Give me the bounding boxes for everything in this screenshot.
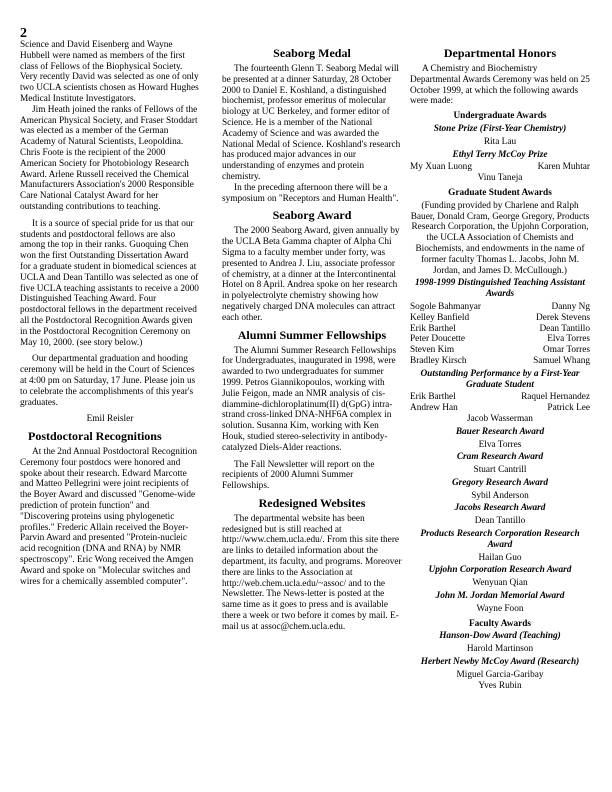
recipient-name: Wenyuan Qian bbox=[472, 578, 528, 589]
page-number: 2 bbox=[20, 26, 27, 41]
recipient-name: Andrew Han bbox=[410, 403, 458, 414]
recipient-name: Wayne Foon bbox=[476, 603, 524, 614]
signature: Emil Reisler bbox=[86, 414, 134, 425]
recipient-name: Miguel Garcia-Garibay bbox=[456, 669, 544, 680]
recipient-name: Danny Ng bbox=[551, 301, 590, 312]
recipient-name: Elva Torres bbox=[547, 334, 590, 345]
recipient-name: Sogole Bahmanyar bbox=[410, 301, 482, 312]
newby-award: Herbert Newby McCoy Award (Research) bbox=[420, 657, 580, 668]
alumni-text-1: The Alumni Summer Research Fellowships for Undergraduates, inaugurated in 1998, were awarded to two undergraduates for summer 1999. Petros Giannikopoulos, working with Julie Feigon, made an NMR analysis of cis-diammine-dichloroplatinum(II) d(GpG) intra-strand cross-linked DNA-NHF6A complex in solution. Susanna Kim, working with Ken Houk, studied stereo-selectivity in antibody-catalyzed Diels-Alder reactions. bbox=[222, 345, 397, 453]
postdoc-text: At the 2nd Annual Postdoctoral Recognition Ceremony four postdocs were honored and spoke about their research. Edward Marcotte and Matteo Pellegrini were joint recipients of the Boyer Award and discussed "Genome-wide prediction of protein function" and "Discovering proteins using phylogenetic profiles." Frederic Allain received the Boyer-Parvin Award and presented "Protein-nucleic acid recognition (DNA and RNA) by NMR spectroscopy". Eric Wong received the Amgen Award and spoke on "Molecular switches and wires for a chemically assembled computer". bbox=[20, 447, 198, 587]
recipient-name: My Xuan Luong bbox=[410, 162, 472, 173]
recipient-row bbox=[410, 356, 590, 367]
ethyl-recipients bbox=[410, 162, 590, 173]
recipient-name: Samuel Whang bbox=[533, 355, 590, 366]
recipient-name: Harold Martinson bbox=[466, 644, 534, 655]
stone-recipient: Rita Lau bbox=[483, 136, 517, 147]
recipient-name: Dean Tantillo bbox=[474, 516, 526, 527]
graduate-awards-heading: Graduate Student Awards bbox=[448, 187, 552, 198]
col1-paragraph-1: Science and David Eisenberg and Wayne Hubbell were named as members of the first class of Fellows of the Biophysical Society. Very recently David was selected as one of only two UCLA scientists chosen as Howard Hughes Medical Institute Investigators. bbox=[20, 40, 199, 104]
alumni-heading: Alumni Summer Fellowships bbox=[237, 327, 387, 342]
recipient-name: Yves Rubin bbox=[478, 680, 522, 691]
recipient-name: Jacob Wasserman bbox=[467, 413, 533, 424]
recipient-name: Elva Torres bbox=[478, 439, 522, 450]
recipient-name: Steven Kim bbox=[410, 345, 455, 356]
column-right bbox=[410, 42, 590, 691]
hanson-award: Hanson-Dow Award (Teaching) bbox=[439, 631, 561, 642]
col1-paragraph-4: Our departmental graduation and hooding ceremony will be held in the Court of Sciences at 4:00 pm on Saturday, 17 June. Please join us to celebrate the accomplishments of this year's graduates. bbox=[20, 354, 196, 408]
recipient-name: Omar Torres bbox=[543, 345, 590, 356]
recipient-name: Raquel Hernandez bbox=[521, 392, 590, 403]
gregory-award: Gregory Research Award bbox=[451, 477, 549, 488]
recipient-name: Erik Barthel bbox=[410, 392, 456, 403]
column-middle bbox=[222, 42, 402, 633]
recipient-name: Hailan Guo bbox=[478, 552, 522, 563]
jacobs-award: Jacobs Research Award bbox=[454, 503, 546, 514]
postdoc-heading: Postdoctoral Recognitions bbox=[28, 429, 162, 444]
funding-note: (Funding provided by Charlene and Ralph Bauer, Donald Cram, George Gregory, Products Research Corporation, the Upjohn Corporation, the UCLA Association of Chemists and Biochemists, and endowments in the name of former faculty Thomas L. Jacobs, John M. Jordan, and James D. McCullough.) bbox=[410, 200, 590, 276]
recipient-row bbox=[410, 345, 590, 356]
recipient-name: Peter Doucette bbox=[410, 334, 465, 345]
recipient-name: Vinu Taneja bbox=[477, 173, 523, 184]
websites-text: The departmental website has been redesigned but is still reached at http://www.chem.ucla.edu/. From this site there are links to detailed information about the department, its faculty, and programs. Moreover there are links to the Association at http://web.chem.ucla.edu/~assoc/ and to the Newsletter. The News-letter is posted at the same time as it goes to press and is available there a week or two before it comes by mail. E-mail us at assoc@chem.ucla.edu. bbox=[222, 513, 402, 632]
seaborg-award-heading: Seaborg Award bbox=[272, 208, 352, 223]
teaching-assistant-heading: 1998-1999 Distinguished Teaching Assistant Awards bbox=[414, 278, 586, 300]
bauer-award: Bauer Research Award bbox=[455, 426, 545, 437]
ethyl-prize: Ethyl Terry McCoy Prize bbox=[452, 149, 548, 160]
recipient-name: Derek Stevens bbox=[536, 312, 590, 323]
jordan-award: John M. Jordan Memorial Award bbox=[435, 591, 565, 602]
recipient-row bbox=[410, 324, 590, 335]
stone-prize: Stone Prize (First-Year Chemistry) bbox=[433, 123, 567, 134]
seaborg-award-text: The 2000 Seaborg Award, given annually by the UCLA Beta Gamma chapter of Alpha Chi Sigma to a faculty member under forty, was presented to Andrea J. Liu, associate professor of chemistry, at a dinner at the Intercontinental Hotel on 8 April. Andrea spoke on her research in polyelectrolyte chemistry showing how negatively charged DNA molecules can attract each other. bbox=[222, 226, 400, 323]
recipient-name: Patrick Lee bbox=[547, 403, 590, 414]
ta-recipients bbox=[410, 302, 590, 367]
recipient-row bbox=[410, 334, 590, 345]
websites-heading: Redesigned Websites bbox=[258, 495, 366, 510]
recipient-name: Kelley Banfield bbox=[410, 312, 470, 323]
departmental-honors-heading: Departmental Honors bbox=[443, 46, 557, 60]
col1-paragraph-3: It is a source of special pride for us that our students and postdoctoral fellows are also among the top in their ranks. Guoquing Chen won the first Outstanding Dissertation Award for a graduate student in biomedical sciences at UCLA and Dean Tantillo was selected as one of five UCLA teaching assistants to receive a 2000 Distinguished Teaching Award. Four postdoctoral fellows in the department received all the Postdoctoral Recognition Awards given in the Postdoctoral Recognition Ceremony on May 10, 2000. (see story below.) bbox=[20, 218, 199, 348]
faculty-awards-heading: Faculty Awards bbox=[468, 618, 532, 629]
honors-intro: A Chemistry and Biochemistry Departmental Awards Ceremony was held on 25 October 1999, at which the following awards were made: bbox=[410, 64, 590, 107]
recipient-name: Bradley Kirsch bbox=[410, 355, 467, 366]
column-left bbox=[20, 40, 200, 587]
recipient-row bbox=[410, 313, 590, 324]
seaborg-medal-text-2: In the preceding afternoon there will be a symposium on "Receptors and Human Health". bbox=[222, 182, 399, 204]
seaborg-medal-heading: Seaborg Medal bbox=[273, 46, 351, 60]
recipient-name: Erik Barthel bbox=[410, 323, 456, 334]
recipient-row bbox=[410, 403, 590, 414]
undergraduate-awards-heading: Undergraduate Awards bbox=[453, 111, 547, 122]
recipient-row bbox=[410, 302, 590, 313]
first-year-heading: Outstanding Performance by a First-Year Graduate Student bbox=[420, 368, 580, 390]
recipient-name: Dean Tantillo bbox=[539, 323, 590, 334]
recipient-name: Stuart Cantrill bbox=[473, 465, 527, 476]
upjohn-award: Upjohn Corporation Research Award bbox=[428, 565, 572, 576]
products-award: Products Research Corporation Research Award bbox=[420, 529, 580, 550]
seaborg-medal-text-1: The fourteenth Glenn T. Seaborg Medal will be presented at a dinner Saturday, 28 October 2000 to Daniel E. Koshland, a distinguished biochemist, professor emeritus of molecular biology at UC Berkeley, and former editor of Science. He is a member of the National Academy of Science and was awarded the National Medal of Science. Koshland's research has produced major advances in our understanding of enzymes and protein chemistry. bbox=[222, 64, 401, 182]
col1-paragraph-2: Jim Heath joined the ranks of Fellows of the American Physical Society, and Fraser Stoddart was elected as a member of the German Academy of Natural Scientists, Leopoldina. Chris Foote is the recipient of the 2000 American Society for Photobiology Research Award. Arlene Russell received the Chemical Manufacturers Association's 2000 Responsible Care National Catalyst Award for her outstanding contributions to teaching. bbox=[20, 104, 198, 212]
recipient-row bbox=[410, 392, 590, 403]
recipient-name: Karen Muhtar bbox=[537, 162, 590, 173]
cram-award: Cram Research Award bbox=[456, 452, 544, 463]
alumni-text-2: The Fall Newsletter will report on the recipients of 2000 Alumni Summer Fellowships. bbox=[222, 459, 375, 492]
recipient-name: Sybil Anderson bbox=[471, 490, 529, 501]
